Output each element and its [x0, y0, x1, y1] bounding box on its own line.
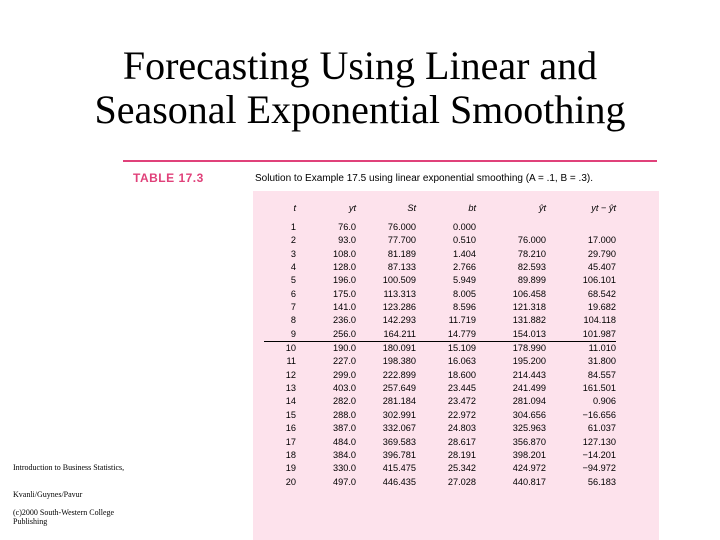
table-cell: 22.972 — [447, 409, 476, 420]
table-cell: 16 — [285, 423, 296, 434]
column-header: St — [407, 203, 416, 213]
table-cell: 0.000 — [453, 222, 476, 232]
table-row — [264, 314, 616, 327]
table-cell: 18.600 — [447, 369, 476, 380]
table-cell: 190.0 — [296, 342, 356, 356]
table-row — [264, 462, 616, 475]
table-row — [264, 221, 616, 234]
table-cell: 1 — [290, 222, 296, 232]
table-cell: 2 — [290, 235, 296, 246]
table-cell: 19.682 — [587, 302, 616, 313]
table-cell: 195.200 — [512, 356, 546, 367]
table-cell: 23.445 — [447, 383, 476, 394]
table-cell: 214.443 — [512, 369, 546, 380]
table-cell: 106.458 — [512, 288, 546, 299]
slide-title-line-1: Forecasting Using Linear and — [122, 43, 598, 88]
table-cell: 77.700 — [387, 235, 416, 246]
table-cell: 87.133 — [387, 262, 416, 273]
table-row — [264, 301, 616, 314]
table-cell: 104.118 — [583, 315, 616, 326]
table-cell: 101.987 — [582, 328, 616, 339]
table-cell: 61.037 — [587, 423, 616, 434]
column-header: yt − ŷt — [591, 203, 616, 213]
table-cell: 14 — [285, 396, 296, 407]
table-cell: 27.028 — [447, 476, 476, 487]
table-cell: 23.472 — [447, 396, 476, 407]
table-cell: 76.000 — [517, 235, 546, 246]
table-cell: 141.0 — [333, 302, 356, 313]
table-cell: 128.0 — [333, 262, 356, 273]
table-cell: 93.0 — [338, 235, 356, 246]
table-cell: 131.882 — [512, 315, 546, 326]
table-cell: 45.407 — [587, 262, 616, 273]
table-cell: 29.790 — [587, 248, 616, 259]
table-row — [264, 409, 616, 422]
table-cell: 440.817 — [512, 476, 546, 487]
table-cell: 302.991 — [382, 409, 416, 420]
table-cell: 17.000 — [587, 235, 616, 246]
table-cell: 398.201 — [512, 449, 546, 460]
table-cell: 142.293 — [382, 315, 416, 326]
table-cell: 19 — [285, 463, 296, 474]
table-cell: −94.972 — [582, 463, 616, 474]
table-cell: 9 — [290, 328, 296, 339]
table-cell: 8.596 — [453, 302, 476, 313]
table-row — [264, 328, 616, 342]
table-cell: 113.313 — [383, 288, 416, 299]
table-cell: 497.0 — [333, 476, 356, 487]
table-row — [264, 382, 616, 395]
table-cell: 2.766 — [453, 262, 476, 273]
table-cell: 175.0 — [333, 288, 356, 299]
table-cell: 78.210 — [517, 248, 546, 259]
table-cell: 11.010 — [546, 342, 616, 356]
table-cell: 196.0 — [333, 275, 356, 286]
table-cell: 198.380 — [382, 356, 416, 367]
table-cell: 299.0 — [333, 369, 356, 380]
table-cell: 4 — [290, 262, 296, 273]
table-body — [264, 221, 616, 489]
table-cell: 282.0 — [333, 396, 356, 407]
column-header: yt — [348, 203, 356, 213]
table-row — [264, 342, 616, 356]
table-label: TABLE 17.3 — [133, 171, 204, 185]
divider-rule — [123, 160, 657, 162]
table-cell: 332.067 — [382, 423, 416, 434]
table-cell — [546, 221, 616, 234]
table-cell: 89.899 — [517, 275, 546, 286]
table-header-row — [264, 203, 616, 221]
table-cell: 0.906 — [593, 396, 616, 407]
slide-title-line-2: Seasonal Exponential Smoothing — [94, 87, 626, 132]
table-cell: 3 — [290, 248, 296, 259]
table-cell: 325.963 — [512, 423, 546, 434]
table-cell: 28.191 — [447, 449, 476, 460]
table-cell: 415.475 — [382, 463, 416, 474]
table-cell: 11 — [286, 356, 296, 367]
table-row — [264, 248, 616, 261]
footer-line-1: Introduction to Business Statistics, — [13, 463, 125, 472]
column-header: t — [293, 203, 296, 213]
table-cell: 10 — [264, 342, 296, 356]
table-row — [264, 274, 616, 287]
table-cell: 5 — [290, 275, 296, 286]
table-cell — [476, 221, 546, 234]
table-cell: 257.649 — [382, 383, 416, 394]
table-cell: 484.0 — [333, 436, 356, 447]
table-cell: 222.899 — [382, 369, 416, 380]
table-cell: 288.0 — [333, 409, 356, 420]
table-cell: 7 — [290, 302, 296, 313]
table-cell: 31.800 — [587, 356, 616, 367]
data-table — [264, 203, 616, 489]
table-cell: 304.656 — [512, 409, 546, 420]
table-cell: 123.286 — [382, 302, 416, 313]
table-cell: 446.435 — [382, 476, 416, 487]
table-cell: 56.183 — [587, 476, 616, 487]
table-cell: 227.0 — [333, 356, 356, 367]
footer-line-3: (c)2000 South-Western College — [13, 508, 115, 517]
table-cell: 6 — [290, 288, 296, 299]
table-cell: 236.0 — [333, 315, 356, 326]
table-caption: Solution to Example 17.5 using linear exponential smoothing (A = .1, B = .3). — [255, 173, 593, 184]
table-cell: 81.189 — [387, 248, 416, 259]
table-cell: 106.101 — [582, 275, 616, 286]
table-cell: 121.318 — [512, 302, 546, 313]
column-header: ŷt — [538, 203, 546, 213]
table-cell: 0.510 — [453, 235, 476, 246]
table-cell: 127.130 — [582, 436, 616, 447]
slide-title — [0, 44, 720, 132]
table-cell: 281.184 — [382, 396, 416, 407]
table-cell: 25.342 — [447, 463, 476, 474]
table-cell: 396.781 — [382, 449, 416, 460]
table-cell: 356.870 — [512, 436, 546, 447]
table-cell: 403.0 — [333, 383, 356, 394]
table-cell: 1.404 — [453, 248, 476, 259]
table-cell: 161.501 — [582, 383, 616, 394]
table-row — [264, 436, 616, 449]
table-row — [264, 234, 616, 247]
table-row — [264, 355, 616, 368]
table-cell: 387.0 — [333, 423, 356, 434]
table-cell: 369.583 — [382, 436, 416, 447]
table-cell: 24.803 — [447, 423, 476, 434]
table-cell: 15.109 — [416, 342, 476, 356]
table-cell: 20 — [285, 476, 296, 487]
table-row — [264, 395, 616, 408]
table-row — [264, 288, 616, 301]
column-header: bt — [468, 203, 476, 213]
table-cell: 16.063 — [447, 356, 476, 367]
table-cell: 100.509 — [382, 275, 416, 286]
table-cell: 11.719 — [448, 315, 476, 326]
table-cell: 17 — [285, 436, 296, 447]
table-cell: 76.000 — [387, 222, 416, 232]
table-cell: −14.201 — [582, 449, 616, 460]
table-cell: 178.990 — [476, 342, 546, 356]
table-cell: 28.617 — [447, 436, 476, 447]
table-cell: 8 — [290, 315, 296, 326]
table-cell: 256.0 — [333, 328, 356, 339]
table-cell: −16.656 — [582, 409, 616, 420]
table-cell: 14.779 — [447, 328, 476, 339]
footer-line-2: Kvanli/Guynes/Pavur — [13, 490, 83, 499]
table-cell: 82.593 — [517, 262, 546, 273]
table-cell: 330.0 — [333, 463, 356, 474]
table-cell: 154.013 — [512, 328, 546, 339]
table-cell: 8.005 — [453, 288, 476, 299]
table-cell: 241.499 — [512, 383, 546, 394]
table-row — [264, 422, 616, 435]
table-cell: 281.094 — [512, 396, 546, 407]
footer-line-4: Publishing — [13, 517, 48, 526]
table-row — [264, 476, 616, 489]
table-cell: 18 — [285, 449, 296, 460]
table-cell: 13 — [285, 383, 296, 394]
table-cell: 76.0 — [338, 222, 356, 232]
table-row — [264, 261, 616, 274]
table-cell: 15 — [285, 409, 296, 420]
table-cell: 5.949 — [453, 275, 476, 286]
table-cell: 84.557 — [587, 369, 616, 380]
table-cell: 180.091 — [356, 342, 416, 356]
table-cell: 424.972 — [512, 463, 546, 474]
table-cell: 384.0 — [333, 449, 356, 460]
table-cell: 68.542 — [587, 288, 616, 299]
table-cell: 108.0 — [333, 248, 356, 259]
table-row — [264, 369, 616, 382]
table-cell: 164.211 — [383, 328, 416, 339]
table-cell: 12 — [285, 369, 296, 380]
table-row — [264, 449, 616, 462]
